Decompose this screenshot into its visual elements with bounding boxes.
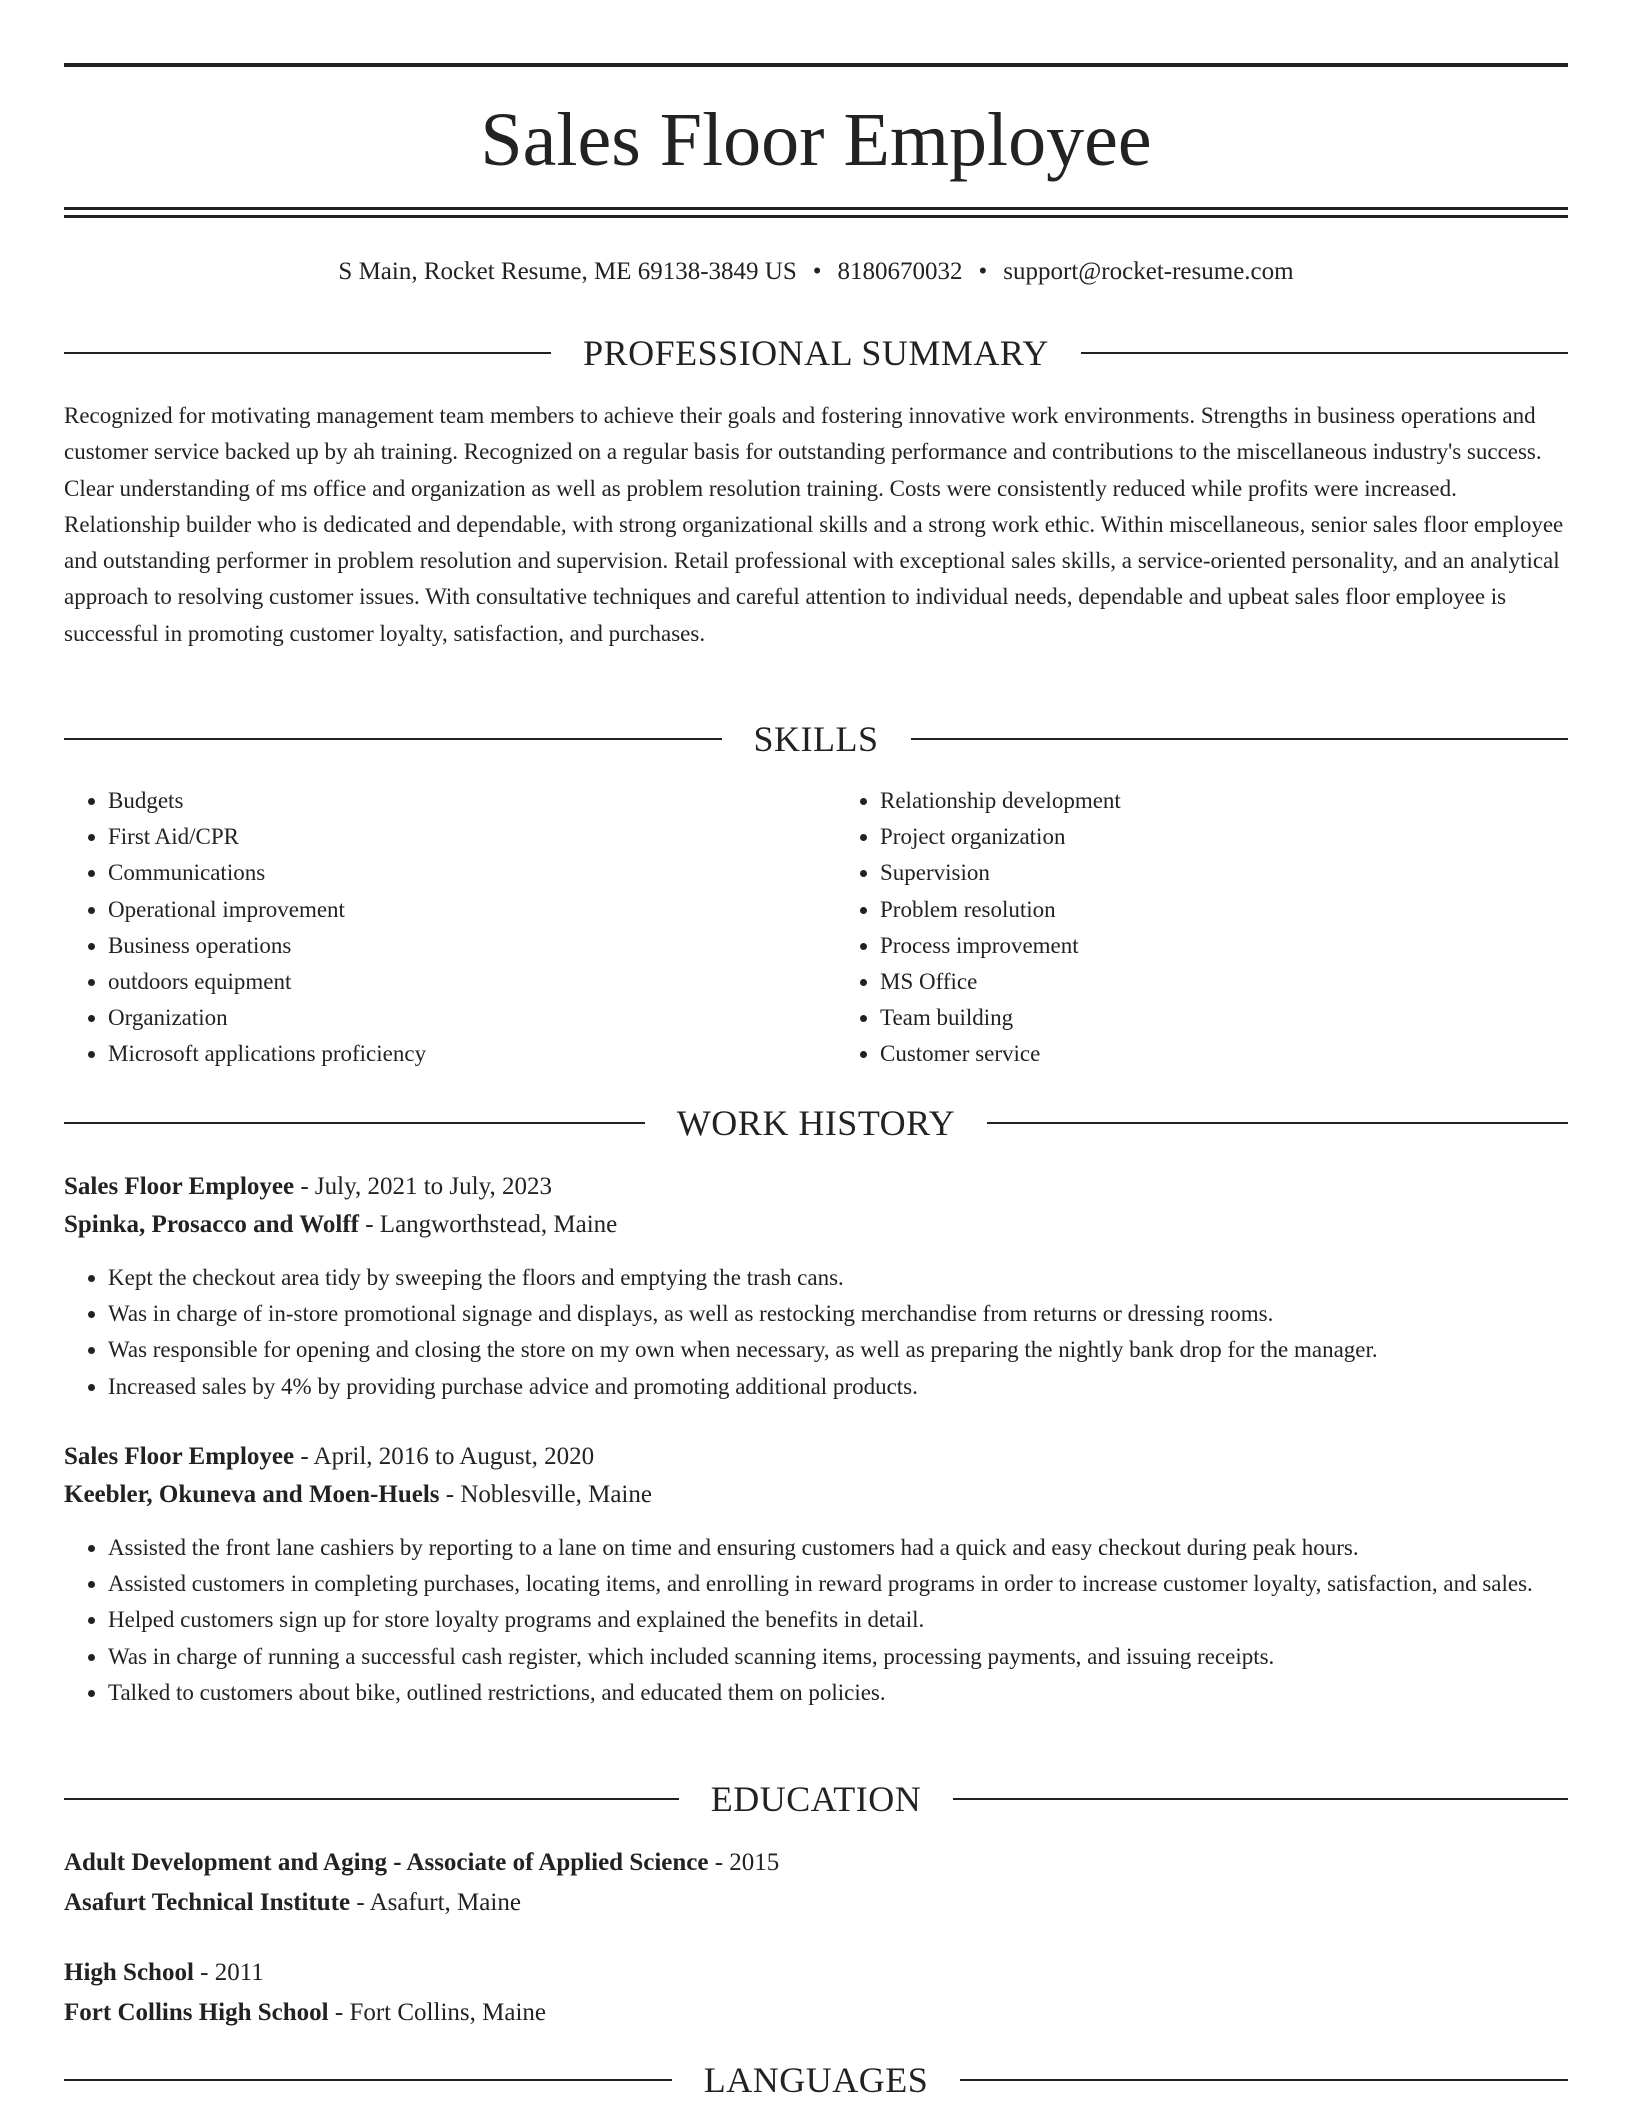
skill-item: • Team building xyxy=(880,1000,1568,1036)
job-entry xyxy=(64,1168,1568,1405)
job-title-line xyxy=(64,1168,1568,1206)
skill-item: • Budgets xyxy=(108,783,796,819)
job-bullet: • Assisted customers in completing purchases, locating items, and enrolling in reward programs in order to increase customer loyalty, satisfaction, and sales. xyxy=(108,1566,1568,1602)
education-location: - Fort Collins, Maine xyxy=(328,1999,546,2026)
job-bullet: • Kept the checkout area tidy by sweeping the floors and emptying the trash cans. xyxy=(108,1260,1568,1296)
job-bullets xyxy=(64,1260,1568,1405)
section-heading-work xyxy=(64,1103,1568,1143)
skill-item: • Relationship development xyxy=(880,783,1568,819)
skill-item: • Communications xyxy=(108,855,796,891)
heading-rule xyxy=(64,1122,645,1124)
section-heading-education xyxy=(64,1779,1568,1819)
header-top-rule xyxy=(64,63,1568,67)
education-entry xyxy=(64,1843,1568,1923)
education-year: - 2015 xyxy=(708,1849,780,1876)
skill-item: • Project organization xyxy=(880,819,1568,855)
skill-item: • MS Office xyxy=(880,964,1568,1000)
job-title-line xyxy=(64,1438,1568,1476)
contact-line xyxy=(64,254,1568,290)
education-degree: Adult Development and Aging - Associate of Applied Science xyxy=(64,1849,709,1876)
section-title: LANGUAGES xyxy=(703,2060,929,2100)
heading-rule xyxy=(64,738,722,740)
skill-item: • Business operations xyxy=(108,928,796,964)
section-title: SKILLS xyxy=(753,719,879,759)
education-school: Asafurt Technical Institute xyxy=(64,1889,351,1916)
skills-list-right xyxy=(836,783,1568,1073)
section-heading-languages xyxy=(64,2060,1568,2100)
skill-item: • Organization xyxy=(108,1000,796,1036)
education-degree: High School xyxy=(64,1959,194,1986)
education-school-line xyxy=(64,1883,1568,1923)
summary-text: Recognized for motivating management team members to achieve their goals and fostering innovative work environments. Strengths in business operations and customer service backed up by ah training. Recognized on a regular basis for outstanding performance and contributions to the miscellaneous industry's success. Clear understanding of ms office and organization as well as problem resolution training. Costs were consistently reduced while profits were increased. Relationship builder who is dedicated and dependable, with strong organizational skills and a strong work ethic. Within miscellaneous, senior sales floor employee and outstanding performer in problem resolution and supervision. Retail professional with exceptional sales skills, a service-oriented personality, and an analytical approach to resolving customer issues. With consultative techniques and careful attention to individual needs, dependable and upbeat sales floor employee is successful in promoting customer loyalty, satisfaction, and purchases. xyxy=(64,403,1564,646)
job-entry xyxy=(64,1438,1568,1711)
contact-address: S Main, Rocket Resume, ME 69138-3849 US xyxy=(338,258,797,285)
job-location: - Langworthstead, Maine xyxy=(358,1211,618,1238)
heading-rule xyxy=(64,352,551,354)
skill-item: • Supervision xyxy=(880,855,1568,891)
job-company: Keebler, Okuneva and Moen-Huels xyxy=(64,1481,440,1508)
section-heading-summary xyxy=(64,333,1568,373)
skill-item: • Microsoft applications proficiency xyxy=(108,1036,796,1072)
job-title: Sales Floor Employee xyxy=(64,1173,295,1200)
job-company-line xyxy=(64,1476,1568,1514)
heading-rule xyxy=(64,1798,679,1800)
heading-rule xyxy=(953,1798,1568,1800)
skills-list-left xyxy=(64,783,796,1073)
contact-email[interactable]: support@rocket-resume.com xyxy=(1003,258,1294,285)
education-school: Fort Collins High School xyxy=(64,1999,329,2026)
job-bullet: • Was in charge of in-store promotional signage and displays, as well as restocking merchandise from returns or dressing rooms. xyxy=(108,1296,1568,1332)
heading-rule xyxy=(1081,352,1568,354)
skills-columns xyxy=(64,783,1568,1073)
header-bottom-rule xyxy=(64,207,1568,210)
header-bottom-rule-2 xyxy=(64,215,1568,218)
education-degree-line xyxy=(64,1843,1568,1883)
job-dates: - July, 2021 to July, 2023 xyxy=(294,1173,552,1200)
heading-rule xyxy=(960,2079,1568,2081)
contact-separator: • xyxy=(978,258,988,285)
job-dates: - April, 2016 to August, 2020 xyxy=(294,1443,595,1470)
job-bullet: • Talked to customers about bike, outlined restrictions, and educated them on policies. xyxy=(108,1675,1568,1711)
skill-item: • Customer service xyxy=(880,1036,1568,1072)
education-location: - Asafurt, Maine xyxy=(350,1889,521,1916)
skill-item: • outdoors equipment xyxy=(108,964,796,1000)
skill-item: • First Aid/CPR xyxy=(108,819,796,855)
section-title: PROFESSIONAL SUMMARY xyxy=(583,333,1049,373)
skill-item: • Operational improvement xyxy=(108,892,796,928)
skill-item: • Process improvement xyxy=(880,928,1568,964)
section-heading-skills xyxy=(64,719,1568,759)
heading-rule xyxy=(64,2079,672,2081)
education-entry xyxy=(64,1953,1568,2033)
job-bullet: • Was responsible for opening and closing the store on my own when necessary, as well as preparing the nightly bank drop for the manager. xyxy=(108,1332,1568,1368)
heading-rule xyxy=(911,738,1569,740)
resume-title: Sales Floor Employee xyxy=(480,98,1152,182)
job-bullets xyxy=(64,1530,1568,1711)
job-title: Sales Floor Employee xyxy=(64,1443,295,1470)
skill-item: • Problem resolution xyxy=(880,892,1568,928)
job-bullet: • Increased sales by 4% by providing purchase advice and promoting additional products. xyxy=(108,1369,1568,1405)
contact-phone: 8180670032 xyxy=(837,258,963,285)
job-company-line xyxy=(64,1206,1568,1244)
heading-rule xyxy=(987,1122,1568,1124)
section-title: EDUCATION xyxy=(710,1779,922,1819)
job-location: - Noblesville, Maine xyxy=(439,1481,652,1508)
education-school-line xyxy=(64,1993,1568,2033)
education-degree-line xyxy=(64,1953,1568,1993)
job-bullet: • Assisted the front lane cashiers by reporting to a lane on time and ensuring customers had a quick and easy checkout during peak hours. xyxy=(108,1530,1568,1566)
contact-separator: • xyxy=(812,258,822,285)
section-title: WORK HISTORY xyxy=(676,1103,956,1143)
education-year: - 2011 xyxy=(193,1959,264,1986)
job-bullet: • Was in charge of running a successful cash register, which included scanning items, processing payments, and issuing receipts. xyxy=(108,1639,1568,1675)
job-company: Spinka, Prosacco and Wolff xyxy=(64,1211,359,1238)
job-bullet: • Helped customers sign up for store loyalty programs and explained the benefits in detail. xyxy=(108,1602,1568,1638)
